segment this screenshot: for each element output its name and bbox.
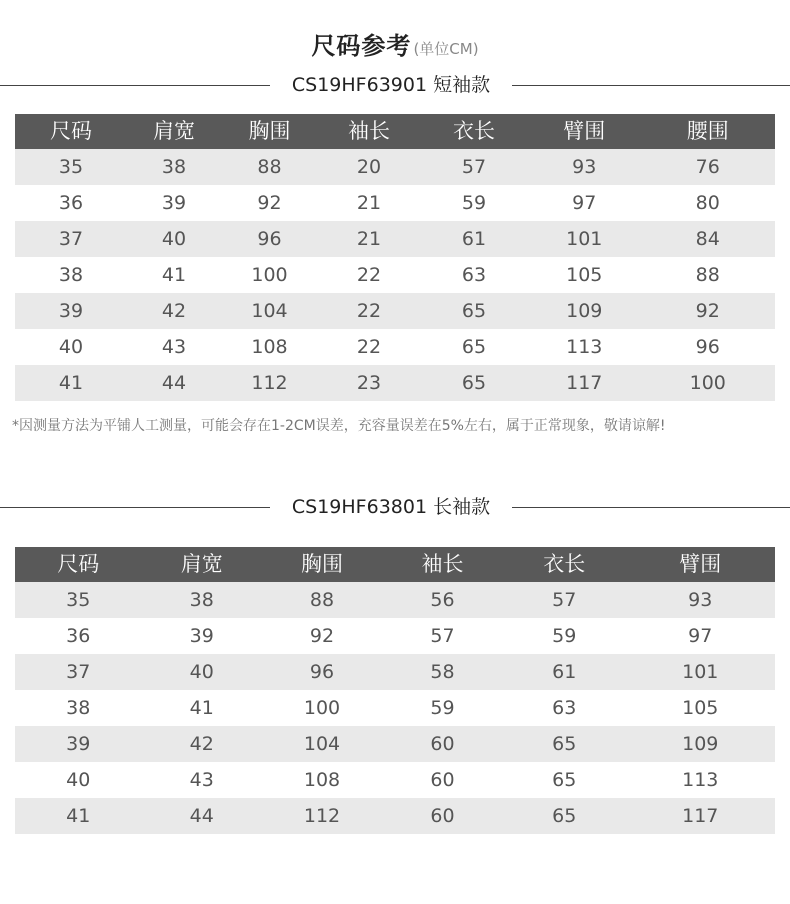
table-cell: 37 xyxy=(58,228,84,250)
table-cell: 40 xyxy=(66,769,91,791)
divider-right xyxy=(512,85,790,86)
table-cell: 42 xyxy=(189,733,214,755)
table-cell: 59 xyxy=(430,697,455,719)
section-header-long-sleeve xyxy=(0,495,790,519)
table-cell: 40 xyxy=(58,336,84,358)
table-cell: 100 xyxy=(251,264,288,286)
table-cell: 113 xyxy=(566,336,603,358)
table-cell: 57 xyxy=(552,589,577,611)
table-cell: 22 xyxy=(356,336,382,358)
table-cell: 109 xyxy=(566,300,603,322)
table-cell: 108 xyxy=(251,336,288,358)
table-cell: 44 xyxy=(161,372,187,394)
table-cell: 59 xyxy=(552,625,577,647)
table-cell: 38 xyxy=(58,264,84,286)
table-cell: 21 xyxy=(356,192,382,214)
table-cell: 58 xyxy=(430,661,455,683)
measurement-note: *因测量方法为平铺人工测量，可能会存在1-2CM误差，充容量误差在5%左右，属于正常现象，敬请谅解! xyxy=(12,418,666,434)
table-cell: 96 xyxy=(695,336,720,358)
table-cell: 41 xyxy=(58,372,84,394)
table-cell: 88 xyxy=(695,264,720,286)
table-cell: 23 xyxy=(356,372,382,394)
table-cell: 105 xyxy=(682,697,719,719)
table-row xyxy=(15,365,775,401)
table-row xyxy=(15,221,775,257)
table-cell: 56 xyxy=(430,589,455,611)
table-row xyxy=(15,582,775,618)
divider-left xyxy=(0,85,270,86)
section-header-short-sleeve xyxy=(0,73,790,97)
table-cell: 36 xyxy=(58,192,84,214)
table-cell: 92 xyxy=(309,625,335,647)
column-header: 尺码 xyxy=(57,552,100,576)
table-cell: 100 xyxy=(689,372,726,394)
table-cell: 65 xyxy=(552,733,577,755)
table-cell: 39 xyxy=(161,192,187,214)
table-cell: 43 xyxy=(189,769,214,791)
table-cell: 37 xyxy=(66,661,91,683)
table-cell: 88 xyxy=(257,156,282,178)
table-cell: 65 xyxy=(461,372,487,394)
table-cell: 60 xyxy=(430,769,455,791)
table-row xyxy=(15,185,775,221)
table-cell: 44 xyxy=(189,805,214,827)
column-header: 肩宽 xyxy=(180,552,223,576)
column-header: 胸围 xyxy=(301,552,343,576)
table-cell: 96 xyxy=(309,661,335,683)
table-cell: 39 xyxy=(189,625,214,647)
table-cell: 101 xyxy=(566,228,603,250)
table-cell: 97 xyxy=(572,192,597,214)
table-cell: 100 xyxy=(303,697,341,719)
column-header: 腰围 xyxy=(686,119,729,143)
column-header: 尺码 xyxy=(50,119,92,143)
table-cell: 43 xyxy=(161,336,187,358)
table-cell: 112 xyxy=(251,372,288,394)
divider-right xyxy=(512,507,790,508)
table-cell: 60 xyxy=(430,805,455,827)
table-cell: 57 xyxy=(430,625,455,647)
table-cell: 104 xyxy=(303,733,341,755)
table-row xyxy=(15,654,775,690)
size-table-short-sleeve xyxy=(15,114,775,401)
table-cell: 40 xyxy=(161,228,187,250)
table-cell: 80 xyxy=(695,192,720,214)
column-header: 袖长 xyxy=(421,552,464,576)
column-header: 肩宽 xyxy=(153,119,195,143)
table-cell: 96 xyxy=(257,228,282,250)
column-header: 袖长 xyxy=(348,119,390,143)
section-label-short-sleeve: CS19HF63901 短袖款 xyxy=(291,74,491,96)
table-cell: 113 xyxy=(682,769,719,791)
table-cell: 40 xyxy=(189,661,214,683)
table-cell: 21 xyxy=(356,228,382,250)
table-row xyxy=(15,618,775,654)
table-cell: 84 xyxy=(695,228,720,250)
table-cell: 63 xyxy=(552,697,577,719)
table-row xyxy=(15,762,775,798)
size-table-long-sleeve xyxy=(15,547,775,834)
table-cell: 92 xyxy=(257,192,282,214)
table-row xyxy=(15,798,775,834)
column-header: 衣长 xyxy=(453,119,495,143)
table-cell: 61 xyxy=(552,661,577,683)
table-row xyxy=(15,293,775,329)
section-label-long-sleeve: CS19HF63801 长袖款 xyxy=(291,496,491,518)
table-row xyxy=(15,329,775,365)
table-cell: 101 xyxy=(682,661,719,683)
table-cell: 65 xyxy=(552,805,577,827)
table-cell: 88 xyxy=(309,589,335,611)
table-cell: 22 xyxy=(356,264,382,286)
table-cell: 105 xyxy=(566,264,603,286)
table-cell: 41 xyxy=(161,264,187,286)
table-row xyxy=(15,149,775,185)
table-cell: 39 xyxy=(66,733,91,755)
table-cell: 35 xyxy=(58,156,84,178)
table-cell: 38 xyxy=(189,589,214,611)
title-main: 尺码参考 xyxy=(311,32,412,60)
table-cell: 22 xyxy=(356,300,382,322)
table-cell: 57 xyxy=(461,156,487,178)
table-cell: 38 xyxy=(66,697,91,719)
table-cell: 42 xyxy=(161,300,187,322)
table-row xyxy=(15,726,775,762)
table-header-row xyxy=(15,114,775,149)
table-cell: 36 xyxy=(66,625,91,647)
table-cell: 41 xyxy=(189,697,214,719)
table-cell: 20 xyxy=(356,156,382,178)
column-header: 臂围 xyxy=(563,119,606,143)
table-cell: 104 xyxy=(251,300,288,322)
table-cell: 61 xyxy=(461,228,487,250)
table-row xyxy=(15,690,775,726)
table-cell: 112 xyxy=(303,805,341,827)
table-cell: 65 xyxy=(461,300,487,322)
table-cell: 108 xyxy=(303,769,341,791)
table-cell: 109 xyxy=(682,733,719,755)
table-cell: 117 xyxy=(682,805,719,827)
table-cell: 92 xyxy=(695,300,720,322)
table-cell: 93 xyxy=(572,156,597,178)
divider-left xyxy=(0,507,270,508)
table-cell: 63 xyxy=(461,264,487,286)
table-cell: 65 xyxy=(461,336,487,358)
table-cell: 93 xyxy=(688,589,713,611)
page-title xyxy=(0,26,790,61)
title-unit: (单位CM) xyxy=(413,40,479,58)
column-header: 衣长 xyxy=(543,552,586,576)
table-cell: 35 xyxy=(66,589,91,611)
table-cell: 38 xyxy=(161,156,187,178)
table-row xyxy=(15,257,775,293)
table-cell: 117 xyxy=(566,372,603,394)
table-cell: 65 xyxy=(552,769,577,791)
table-cell: 60 xyxy=(430,733,455,755)
table-cell: 97 xyxy=(688,625,713,647)
table-header-row xyxy=(15,547,775,582)
table-cell: 39 xyxy=(58,300,84,322)
table-cell: 76 xyxy=(695,156,720,178)
column-header: 胸围 xyxy=(248,119,291,143)
column-header: 臂围 xyxy=(679,552,722,576)
table-cell: 41 xyxy=(66,805,91,827)
table-cell: 59 xyxy=(461,192,487,214)
